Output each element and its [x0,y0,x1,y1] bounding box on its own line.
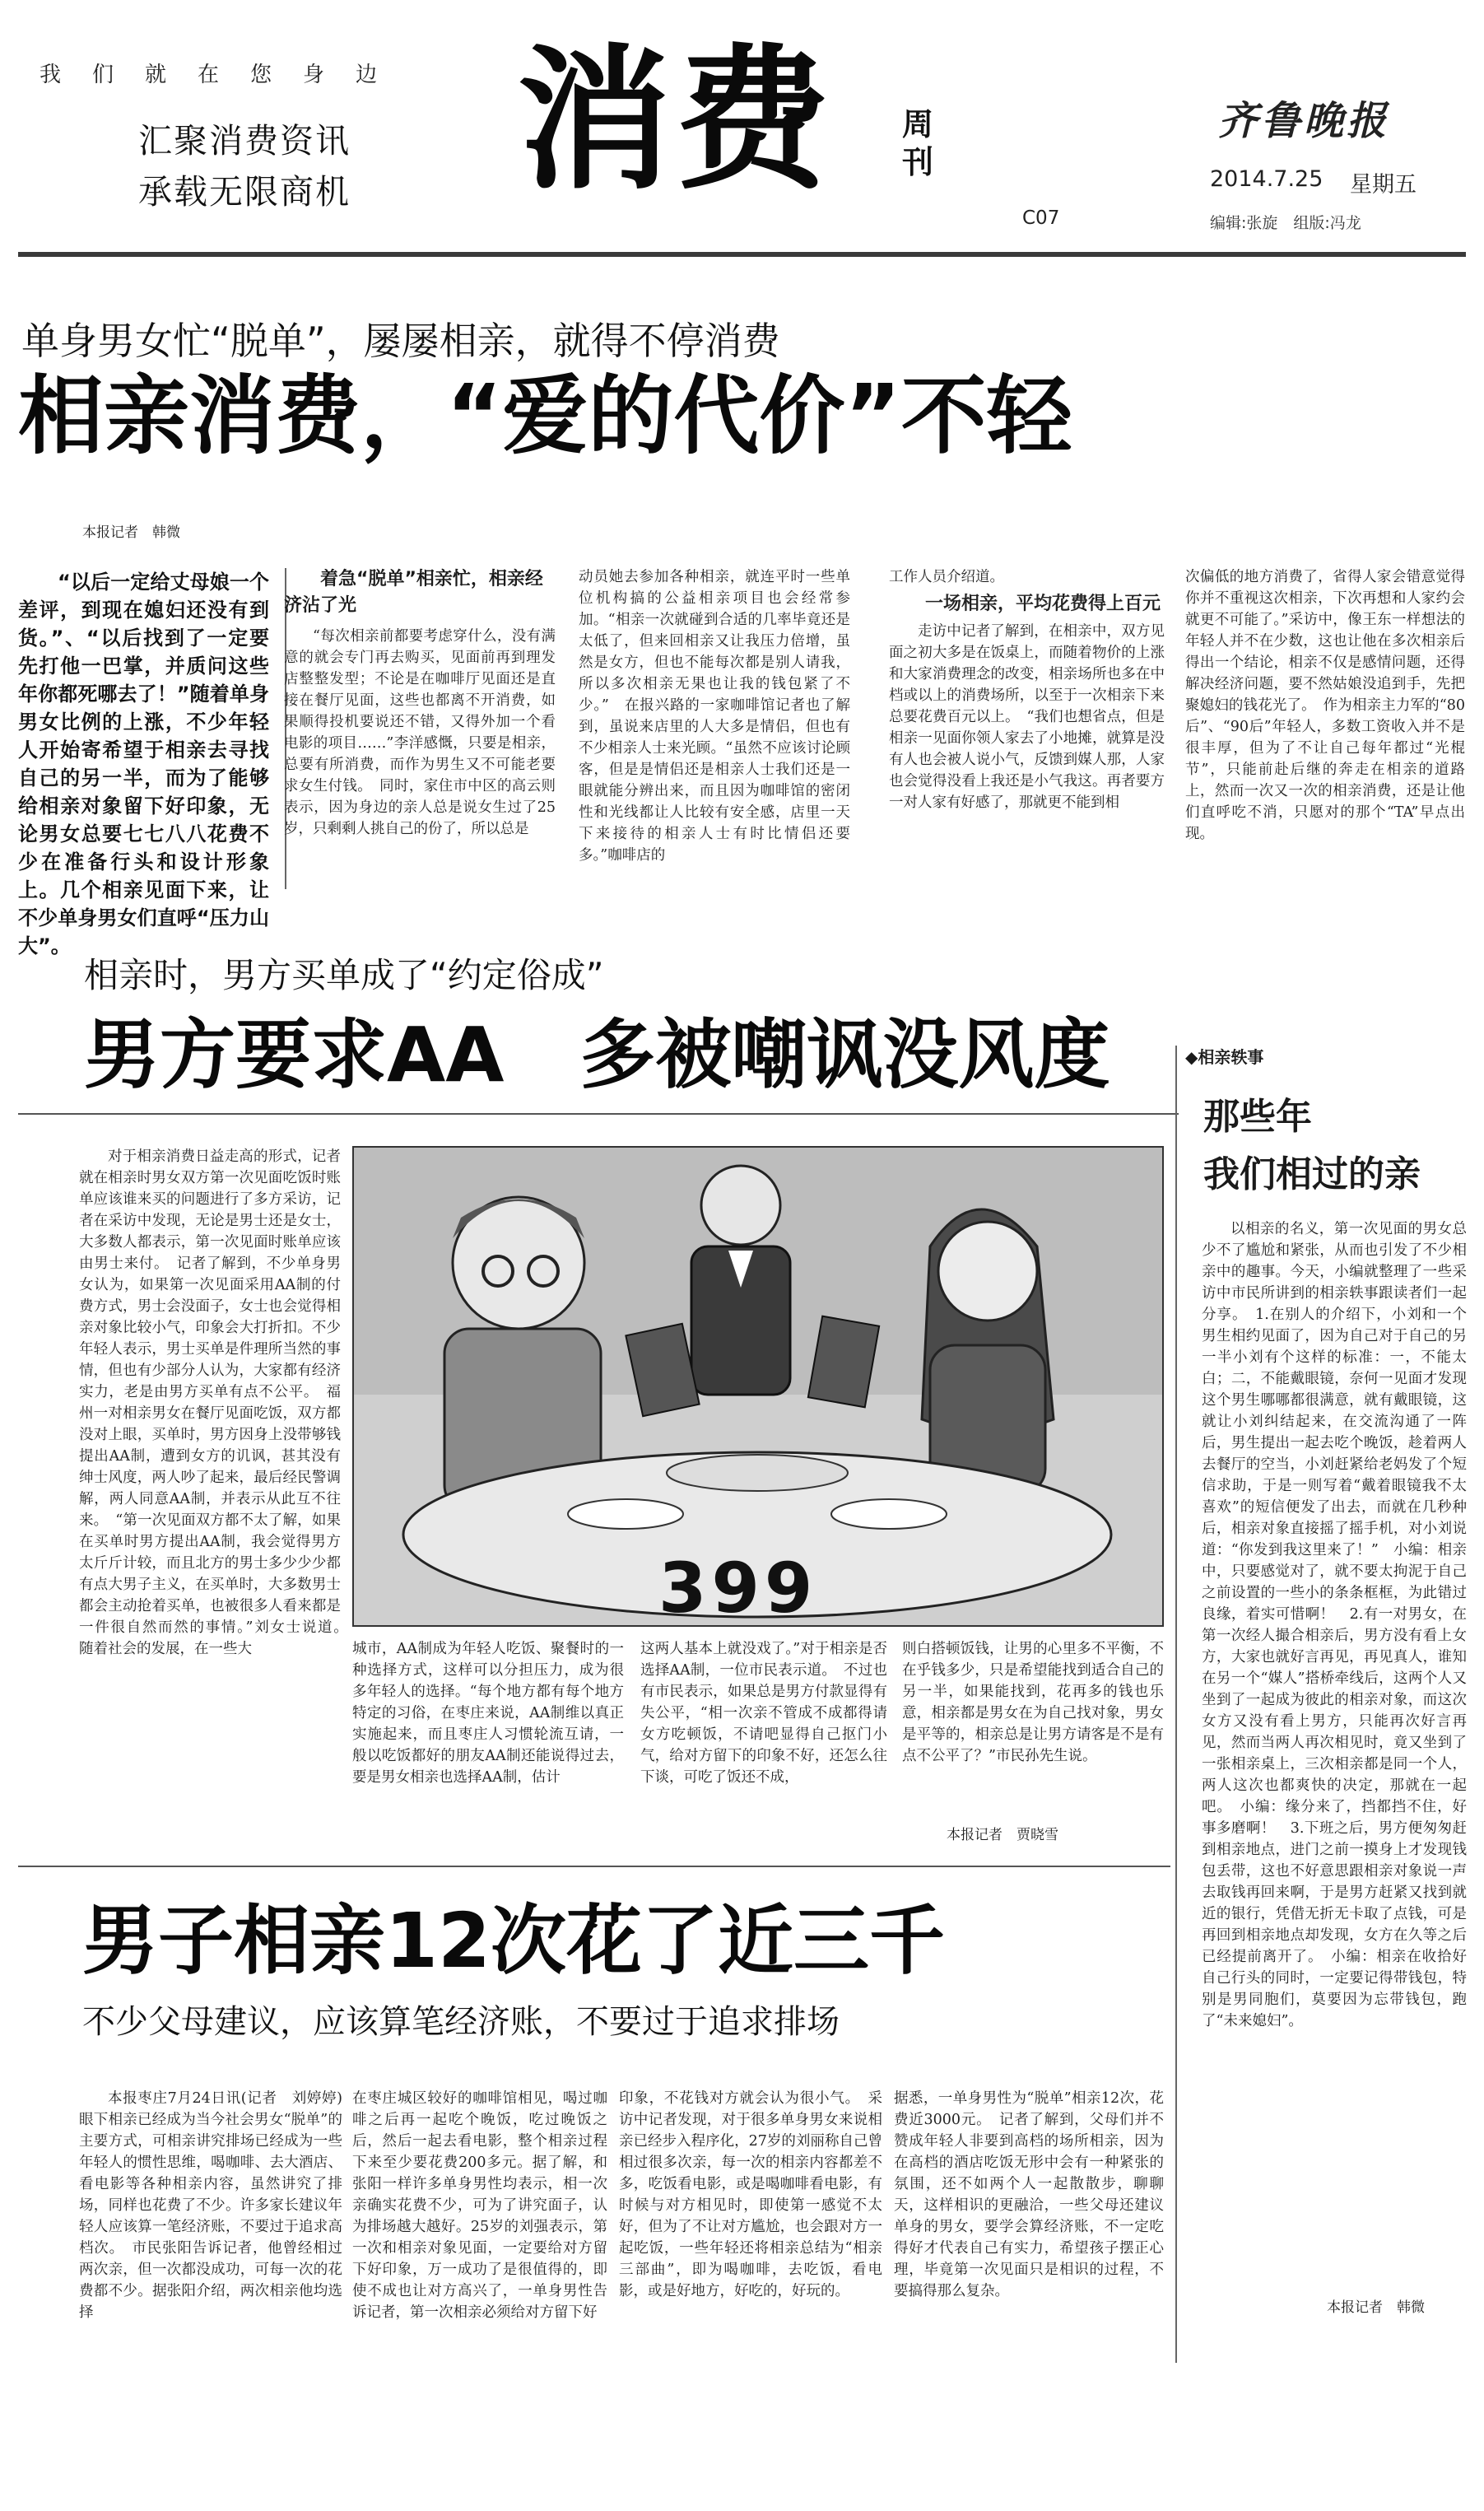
article2-col-2 [352,1638,624,1844]
article1-col-4-text-a: 工作人员介绍道。 [889,569,1004,585]
article1-col-3-text: 动员她去参加各种相亲，就连平时一些单位机构搞的公益相亲项目也会经常参加。“相亲一次就碰到合适的几率毕竟还是太低了，但来回相亲又让我压力倍增，虽然是女方，但也不能每次都是别人请我，所以多次相亲无果也让我的钱包紧了不少。” 在报兴路的一家咖啡馆记者也了解到，虽说来店里的人大多是情侣，但也有不少相亲人士来光顾。“虽然不应该讨论顾客，但是是情侣还是相亲人士我们还是一眼就能分辨出来，而且因为咖啡馆的密闭性和光线都让人比较有安全感，店里一天下来接待的相亲人士有时比情侣还要多。”咖啡店的 [579,569,850,864]
article3-deck: 不少父母建议，应该算笔经济账，不要过于追求排场 [82,2003,840,2041]
article3-col-1-text: 本报枣庄7月24日讯(记者 刘婷婷) 眼下相亲已经成为当今社会男女“脱单”的主要方式，可相亲讲究排场已经成为一些年轻人的惯性思维，喝咖啡、去大酒店、看电影等各种相亲内容，虽然讲究了排场，同样也花费了不少。许多家长建议年轻人应该算一笔经济账，不要过于追求高档次。 市民张阳告诉记者，他曾经相过两次亲，但一次都没成功，可每一次的花费都不少。据张阳介绍，两次相亲他均选择 [79,2090,342,2321]
article3-headline: 男子相亲12次花了近三千 [82,1897,946,1985]
article2-col-4-text: 则白搭顿饭钱，让男的心里多不平衡，不在乎钱多少，只是希望能找到适合自己的另一半，如果能找到，花再多的钱也乐意，相亲都是男女在为自己找对象，男女是平等的，相亲总是让男方请客是不是有点不公平了？”市民孙先生说。 [902,1641,1164,1764]
sidebar-title-1: 那些年 [1203,1096,1312,1138]
masthead-rule [18,252,1466,257]
article2-byline: 本报记者 贾晓雪 [947,1827,1058,1843]
article3-col-3 [619,2088,882,2483]
article1-intro-text: “以后一定给丈母娘一个差评，到现在媳妇还没有到货。”、“以后找到了一定要先打他一巴掌，并质问这些年你都死哪去了！”随着单身男女比例的上涨，不少年轻人开始寄希望于相亲去寻找自己的另一半，而为了能够给相亲对象留下好印象，无论男女总要七七八八花费不少在准备行头和设计形象上。几个相亲见面下来，让不少单身男女们直呼“压力山大”。 [18,571,269,957]
article2-col-2-text: 城市，AA制成为年轻人吃饭、聚餐时的一种选择方式，这样可以分担压力，成为很多年轻人的选择。“每个地方都有每个地方特定的习俗，在枣庄来说，AA制维以真正实施起来，而且枣庄人习惯轮流互请，一般以吃饭都好的朋友AA制还能说得过去，要是男女相亲也选择AA制，估计 [352,1641,624,1786]
article2-kicker: 相亲时，男方买单成了“约定俗成” [84,955,604,995]
masthead-slogan: 我们就在您身边 [40,63,409,87]
article1-col-4-text-b: 走访中记者了解到，在相亲中，双方见面之初大多是在饭桌上，而随着物价的上涨和大家消费理念的改变，相亲场所也多在中档或以上的消费场所，以至于一次相亲下来总要花费百元以上。 “我们也想省点，但是相亲一见面你领人家去了小地摊，就算是没有人也会被人说小气，反馈到媒人那，人家也会觉得没看上我还是小气我这。再者要方一对人家有好感了，那就更不能到相 [889,623,1165,811]
masthead-tagline-1: 汇聚消费资讯 [138,121,351,161]
sidebar-byline: 本报记者 韩微 [1327,2299,1425,2316]
illustration-price: 399 [658,1548,818,1627]
article1-subhead-2: 一场相亲，平均花费得上百元 [925,594,1161,614]
sidebar-divider [1175,1046,1177,2363]
article1-intro [18,568,269,960]
article2-headline: 男方要求AA 多被嘲讽没风度 [84,1011,1110,1099]
article3-rule [18,1866,1170,1867]
sidebar-body-text: 以相亲的名义，第一次见面的男女总少不了尴尬和紧张，从而也引发了不少相亲中的趣事。今天，小编就整理了一些采访中市民所讲到的相亲轶事跟读者们一起分享。 1.在别人的介绍下，小刘和一个男生相约见面了，因为自己对于自己的另一半小刘有个这样的标准：一，不能太白；二，不能戴眼镜，奈何一见面才发现这个男生哪哪都很满意，就有戴眼镜，这就让小刘纠结起来，在交流沟通了一阵后，男生提出一起去吃个晚饭，趁着两人去餐厅的空当，小刘赶紧给老妈发了个短信求助，于是一则写着“戴着眼镜我不太喜欢”的短信便发了出去，而就在几秒种后，相亲对象直接摇了摇手机，对小刘说道：“你发到我这里来了！” 小编：相亲中，只要感觉对了，就不要太拘泥于自己之前设置的一些小的条条框框，为此错过良缘，着实可惜啊！ 2.有一对男女，在第一次经人撮合相亲后，男方没有看上女方，大家也就好言再见，再见真人，谁知在另一个“媒人”搭桥牵线后，这两个人又坐到了一起成为彼此的相亲对象，而这次女方又没有看上男方，只能再次好言再见，然而当两人再次相见时，竟又坐到了一张相亲桌上，三次相亲都是同一个人，两人这次也都爽快的决定，那就在一起吧。 小编：缘分来了，挡都挡不住，好事多磨啊！ 3.下班之后，男方便匆匆赶到相亲地点，进门之前一摸身上才发现钱包丢带，这也不好意思跟相亲对象说一声去取钱再回来啊，于是男方赶紧又找到就近的银行，凭借无折无卡取了点钱，可是再回到相亲地点却发现，女方在久等之后已经提前离开了。 小编：相亲在收拾好自己行头的同时，一定要记得带钱包，特别是男同胞们，莫要因为忘带钱包，跑了“未来媳妇”。 [1202,1221,1467,2029]
article1-col-5-text: 次偏低的地方消费了，省得人家会错意觉得你并不重视这次相亲，下次再想和人家约会就更不可能了。”采访中，像王东一样想法的年轻人并不在少数，这也让他在多次相亲后得出一个结论，相亲不仅是感情问题，还得解决经济问题，要不然姑娘没追到手，先把聚媳妇的钱花光了。 作为相亲主力军的“80后”、“90后”年轻人，多数工资收入并不是很丰厚，但为了不让自己每年都过“光棍节”，只能前赴后继的奔走在相亲的道路上，然而一次又一次的相亲消费，还是让他们直呼吃不消，只愿对的那个“TA”早点出现。 [1185,569,1465,842]
article1-col-4 [889,566,1165,889]
issue-date: 2014.7.25 [1210,166,1324,192]
sidebar-tag: ◆相亲轶事 [1185,1047,1264,1067]
article3-col-1 [79,2088,342,2483]
article2-col-3-text: 这两人基本上就没戏了。”对于相亲是否选择AA制，一位市民表示道。 不过也有市民表示，如果总是男方付款显得有失公平，“相一次亲不管成不成都得请女方吃顿饭，不请吧显得自己抠门小气，给对方留下的印象不好，还怎么往下谈，可吃了饭还不成， [640,1641,887,1786]
article1-kicker: 单身男女忙“脱单”，屡屡相亲，就得不停消费 [21,319,780,363]
article1-col-3 [579,566,850,889]
dinner-date-illustration [352,1146,1164,1627]
page-editors: 编辑:张旋 组版:冯龙 [1210,214,1361,232]
issue-weekday: 星期五 [1350,172,1417,198]
article2-col-1-text: 对于相亲消费日益走高的形式，记者就在相亲时男女双方第一次见面吃饭时账单应该谁来买的问题进行了多方采访，记者在采访中发现，无论是男士还是女士，大多数人都表示，第一次见面时账单应该由男士来付。 记者了解到，不少单身男女认为，如果第一次见面采用AA制的付费方式，男士会没面子，女士也会觉得相亲对象比较小气，印象会大打折扣。不少年轻人表示，男士买单是件理所当然的事情，但也有少部分人认为，大家都有经济实力，老是由男方买单有点不公平。 福州一对相亲男女在餐厅见面吃饭，双方都没对上眼，买单时，男方因身上没带够钱提出AA制，遭到女方的讥讽，甚其没有绅士风度，两人吵了起来，最后经民警调解，两人同意AA制，并表示从此互不往来。 “第一次见面双方都不太了解，如果在买单时男方提出AA制，我会觉得男方太斤斤计较，而且北方的男士多少少少都有点大男子主义，在买单时，大多数男士都会主动抢着买单，也被很多人看来都是一件很自然而然的事情。”刘女士说道。 随着社会的发展，在一些大 [79,1148,341,1657]
article3-col-2 [352,2088,607,2483]
article1-col-2-text: “每次相亲前都要考虑穿什么，没有满意的就会专门再去购买，见面前再到理发店整整发型；不论是在咖啡厅见面还是直接在餐厅见面，这些也都离不开消费，如果顺得投机要说还不错，又得外加一个看电影的项目……”李洋感慨，只要是相亲，总要有所消费，而作为男生又不可能老要求女生付钱。 同时，家住市中区的高云则表示，因为身边的亲人总是说女生过了25岁，只剩剩人挑自己的份了，所以总是 [284,628,556,837]
newspaper-name: 齐鲁晚报 [1218,98,1390,144]
article2-col-1 [79,1146,341,1844]
article3-col-3-text: 印象，不花钱对方就会认为很小气。 采访中记者发现，对于很多单身男女来说相亲已经步入程序化，27岁的刘丽称自己曾相过很多次亲，每一次的相亲内容都差不多，吃饭看电影，或是喝咖啡看电影，有时候与对方相见时，即使第一感觉不太好，但为了不让对方尴尬，也会跟对方一起吃饭，一些年轻还将相亲总结为“相亲三部曲”，即为喝咖啡，去吃饭，看电影，或是好地方，好吃的，好玩的。 [619,2090,882,2299]
article2-col-4 [902,1638,1164,1811]
article3-col-2-text: 在枣庄城区较好的咖啡馆相见，喝过咖啡之后再一起吃个晚饭，吃过晚饭之后，然后一起去看电影，整个相亲过程下来至少要花费200多元。据了解，和张阳一样许多单身男性均表示，相一次亲确实花费不少，可为了讲究面子，认为排场越大越好。25岁的刘强表示，第一次和相亲对象见面，一定要给对方留下好印象，万一成功了是很值得的，即使不成也让对方高兴了，一单身男性告诉记者，第一次相亲必须给对方留下好 [352,2090,607,2321]
masthead-title: 消费 [517,29,833,211]
article1-col-2 [284,626,556,889]
page-number: C07 [1022,207,1060,229]
article1-subhead-1: 着急“脱单”相亲忙，相亲经济沾了光 [284,569,543,616]
article1-col-5 [1185,566,1465,889]
sidebar-body [1202,1218,1467,2289]
masthead-subtitle: 周刊 [902,105,934,180]
masthead-tagline-2: 承载无限商机 [138,172,351,212]
article1-byline: 本报记者 韩微 [82,524,180,541]
article2-col-3 [640,1638,887,1844]
article3-col-4-text: 据悉，一单身男性为“脱单”相亲12次，花费近3000元。 记者了解到，父母们并不赞成年轻人非要到高档的场所相亲，因为在高档的酒店吃饭无形中会有一种紧张的氛围，还不如两个人一起散散步，聊聊天，这样相识的更融洽，一些父母还建议单身的男女，要学会算经济账，不一定吃得好才代表自己有实力，希望孩子摆正心理，毕竟第一次见面只是相识的过程，不要搞得那么复杂。 [894,2090,1164,2299]
article3-col-4 [894,2088,1164,2483]
article2-rule [18,1113,1179,1115]
article1-headline: 相亲消费，“爱的代价”不轻 [18,366,1072,466]
sidebar-title-2: 我们相过的亲 [1203,1153,1421,1195]
